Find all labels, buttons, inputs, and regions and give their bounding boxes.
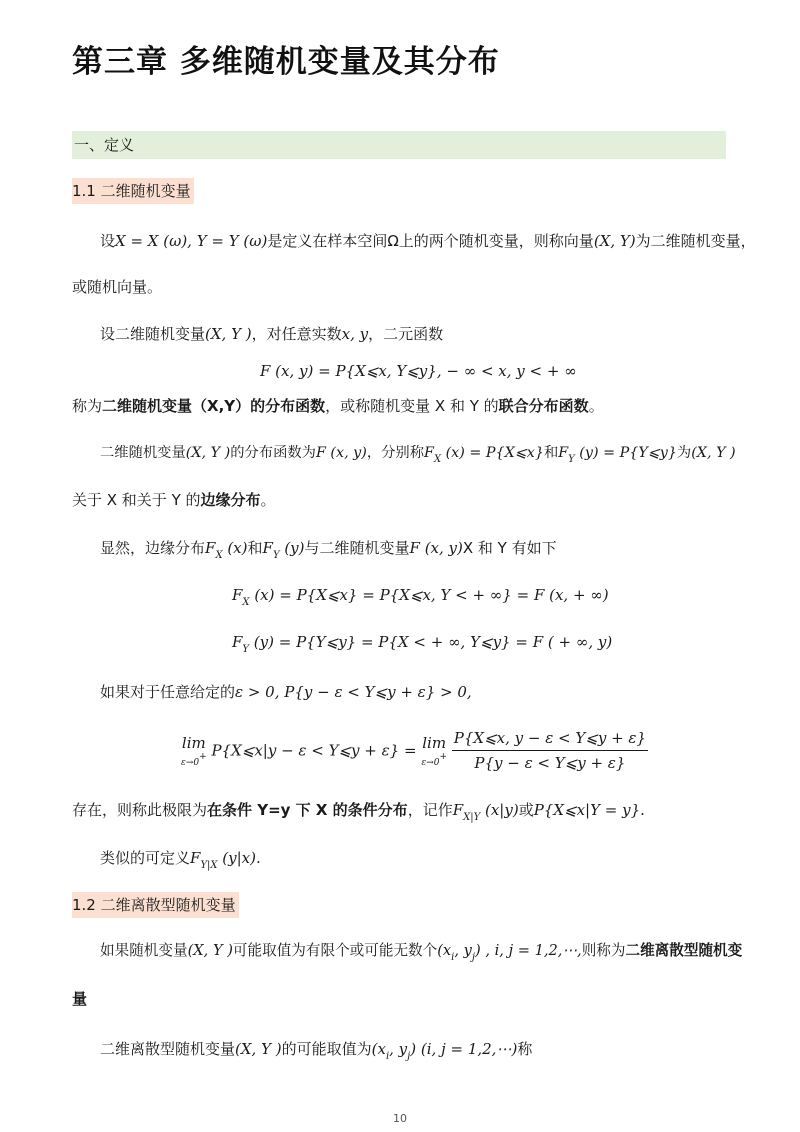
math-inline: (y) [279, 539, 305, 557]
text: 是定义在样本空间Ω上的两个随机变量，则称向量 [267, 232, 594, 250]
text: 如果随机变量 [100, 942, 188, 959]
equation-conditional-limit [181, 728, 648, 773]
text: 。 [588, 397, 604, 415]
math-inline: (x [437, 942, 452, 959]
text: X 和 Y 有如下 [462, 539, 557, 557]
math-inline: P{X⩽x|Y = y}. [533, 801, 645, 819]
math-subscript: Y|X [200, 860, 218, 871]
math-inline: (X, Y ) [691, 445, 736, 461]
lim-text: lim [422, 733, 447, 752]
math-inline: (y|x). [217, 849, 261, 867]
math-inline: (x [371, 1040, 386, 1058]
limit-left-expression: P{X⩽x|y − ε < Y⩽y + ε} = [211, 741, 417, 760]
math-inline: F (x, y) [409, 539, 463, 557]
text: 为二维随机变量， [635, 232, 756, 250]
lim-under: ε→0 [421, 757, 440, 768]
math-subscript: X|Y [463, 812, 481, 823]
text: 和 [247, 539, 263, 557]
text: 类似的可定义 [100, 849, 191, 867]
bold-term: 边缘分布 [200, 491, 261, 509]
lim-plus: + [439, 751, 447, 762]
text: 关于 X 和关于 Y 的 [72, 491, 201, 509]
math-inline: (y) = P{Y⩽y} [574, 445, 677, 461]
text: 或 [518, 801, 534, 819]
math-subscript: i [451, 952, 455, 963]
text: 存在，则称此极限为 [72, 801, 208, 819]
text: ，二元函数 [368, 325, 444, 343]
math-inline: (x) = P{X⩽x} = P{X⩽x, Y < + ∞} = F (x, + ∞) [249, 586, 609, 604]
paragraph-discrete-def [100, 941, 742, 968]
text: 称为 [72, 397, 103, 415]
lim-subscript [421, 752, 447, 768]
paragraph-conditional-definition [72, 800, 645, 828]
math-inline: , y [454, 942, 472, 959]
subsection-heading-1-2: 1.2 二维离散型随机变量 [72, 892, 239, 918]
math-subscript: Y [242, 644, 250, 655]
math-inline: (X, Y) [593, 232, 636, 250]
math-inline: (x|y) [480, 801, 519, 819]
math-inline: (x) [222, 539, 248, 557]
text: 显然，边缘分布 [100, 539, 206, 557]
text: ，分别称 [366, 445, 425, 461]
subsection-heading-1-1: 1.1 二维随机变量 [72, 178, 194, 204]
lim-plus: + [199, 751, 207, 762]
paragraph-marginal-def [100, 443, 736, 470]
math-inline: (X, Y ) [235, 1040, 282, 1058]
math-inline: X = X (ω), Y = Y (ω) [115, 232, 268, 250]
text: 为 [676, 445, 692, 461]
paragraph-marginal-relation [100, 538, 557, 566]
equation-marginal-y [232, 633, 612, 655]
math-inline: F [558, 445, 569, 461]
paragraph-random-vector-def [100, 231, 756, 251]
math-subscript: X [433, 454, 442, 465]
text: 的分布函数为 [230, 445, 316, 461]
text: 如果对于任意给定的 [100, 683, 236, 701]
text: 设二维随机变量 [100, 325, 206, 343]
text: ，记作 [407, 801, 453, 819]
math-inline: F [452, 801, 464, 819]
math-subscript: X [215, 550, 223, 561]
text: 和 [543, 445, 559, 461]
math-inline: , y [389, 1040, 408, 1058]
math-inline: (x) = P{X⩽x} [441, 445, 544, 461]
math-inline: ) (i, j = 1,2,⋯) [410, 1040, 518, 1058]
math-subscript: i [385, 1051, 390, 1062]
text: ，对任意实数 [251, 325, 342, 343]
text: ，或称随机变量 X 和 Y 的 [325, 397, 499, 415]
bold-term: 二维随机变量（X,Y）的分布函数 [102, 397, 326, 415]
math-inline: F [232, 586, 243, 604]
text: 。 [260, 491, 276, 509]
math-inline: F [424, 445, 434, 461]
math-inline: ) , i, j = 1,2,⋯, [475, 942, 582, 959]
math-subscript: j [407, 1051, 411, 1062]
paragraph-bivariate-function [100, 324, 443, 344]
math-inline: F [232, 633, 243, 651]
paragraph-discrete-values [100, 1039, 532, 1067]
math-inline: (X, Y ) [185, 445, 231, 461]
math-inline: F [205, 539, 216, 557]
text: 称 [517, 1040, 533, 1058]
paragraph-conditional-premise [100, 682, 472, 702]
paragraph-conditional-similar [100, 848, 261, 876]
math-inline: ε > 0, P{y − ε < Y⩽y + ε} > 0, [235, 683, 472, 701]
limit-operator [181, 734, 207, 768]
text: 设 [100, 232, 116, 250]
fraction [452, 728, 648, 773]
text: 的可能取值为 [281, 1040, 372, 1058]
math-subscript: Y [568, 454, 575, 465]
paragraph-joint-cdf-name [72, 396, 604, 416]
lim-text: lim [181, 733, 206, 752]
chapter-title: 第三章 多维随机变量及其分布 [72, 44, 500, 80]
lim-under: ε→0 [181, 757, 200, 768]
text: 可能取值为有限个或可能无数个 [232, 942, 438, 959]
section-heading-text: 一、定义 [74, 136, 135, 154]
math-subscript: X [242, 597, 250, 608]
math-inline: F (x, y) [315, 445, 367, 461]
bold-term: 在条件 Y=y 下 X 的条件分布 [207, 801, 408, 819]
math-subscript: Y [272, 550, 280, 561]
math-inline: (y) = P{Y⩽y} = P{X < + ∞, Y⩽y} = F ( + ∞, y) [249, 633, 613, 651]
math-inline: F [190, 849, 201, 867]
limit-operator [421, 734, 447, 768]
equation-joint-cdf: F (x, y) = P{X⩽x, Y⩽y}, − ∞ < x, y < + ∞ [260, 362, 577, 380]
math-inline: x, y [341, 325, 369, 343]
bold-term: 二维离散型随机变 [625, 942, 743, 959]
page-number: 10 [393, 1112, 407, 1125]
text: 则称为 [581, 942, 626, 959]
lim-subscript [181, 752, 207, 768]
paragraph-marginal-name [72, 490, 276, 510]
paragraph-continuation: 或随机向量。 [72, 278, 163, 296]
text: 与二维随机变量 [304, 539, 410, 557]
math-inline: (X, Y ) [187, 942, 233, 959]
math-inline: (X, Y ) [205, 325, 252, 343]
fraction-denominator: P{y − ε < Y⩽y + ε} [474, 754, 626, 772]
bold-term: 量 [72, 990, 88, 1008]
paragraph-continuation [72, 989, 87, 1009]
section-heading-definition [72, 131, 726, 159]
math-inline: F [262, 539, 273, 557]
equation-marginal-x [232, 586, 609, 608]
math-subscript: j [471, 952, 476, 963]
text: 二维随机变量 [100, 445, 186, 461]
fraction-numerator: P{X⩽x, y − ε < Y⩽y + ε} [452, 728, 648, 751]
bold-term: 联合分布函数 [498, 397, 589, 415]
text: 二维离散型随机变量 [100, 1040, 236, 1058]
